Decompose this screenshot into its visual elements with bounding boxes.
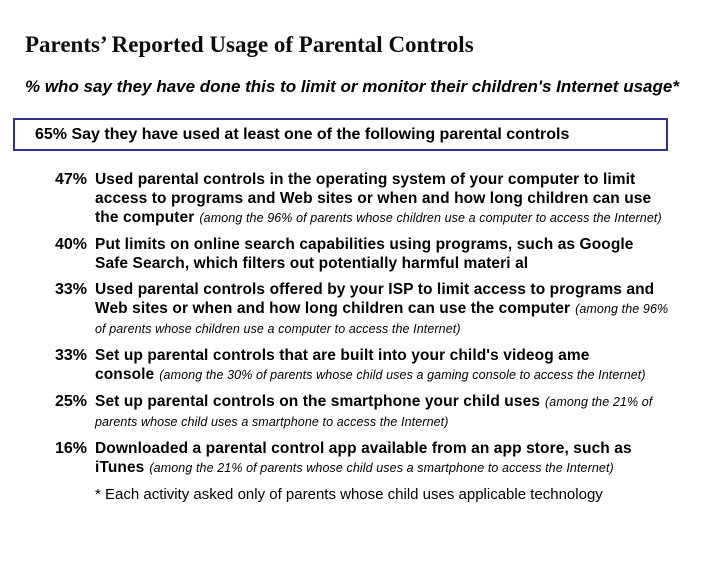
item-text: Set up parental controls that are built into your child's videog ame console (among the 30% of parents whose child uses a gaming console to access the Internet) xyxy=(95,347,646,383)
item-percent: 47% xyxy=(55,171,88,188)
item-note: (among the 96% of parents whose children use a computer to access the Internet) xyxy=(199,211,662,225)
list-item xyxy=(55,235,675,273)
item-percent: 25% xyxy=(55,393,88,410)
item-text: Used parental controls in the operating system of your computer to limit access to programs and Web sites or when and how long children can use the computer (among the 96% of parents whose children use a computer to access the Internet) xyxy=(95,171,662,226)
item-note: (among the 21% of parents whose child uses a smartphone to access the Internet) xyxy=(95,395,653,429)
item-text: Set up parental controls on the smartphone your child uses (among the 21% of parents whose child uses a smartphone to access the Internet) xyxy=(95,393,653,429)
subtitle: % who say they have done this to limit or monitor their children's Internet usage* xyxy=(25,77,679,96)
page-title: Parents’ Reported Usage of Parental Controls xyxy=(25,32,474,58)
item-text: Used parental controls offered by your ISP to limit access to programs and Web sites or when and how long children can use the computer (among the 96% of parents whose children use a computer to access the Internet) xyxy=(95,281,669,336)
footnote: * Each activity asked only of parents whose child uses applicable technology xyxy=(95,486,603,503)
items-list xyxy=(55,170,675,504)
list-item xyxy=(55,392,675,432)
item-text: Put limits on online search capabilities using programs, such as Google Safe Search, which filters out potentially harmful materi al xyxy=(95,236,634,272)
item-text: Downloaded a parental control app available from an app store, such as iTunes (among the 21% of parents whose child uses a smartphone to access the Internet) xyxy=(95,440,632,476)
item-note: (among the 30% of parents whose child uses a gaming console to access the Internet) xyxy=(159,368,646,382)
list-item xyxy=(55,346,675,385)
item-percent: 33% xyxy=(55,347,88,364)
summary-box-text: 65% Say they have used at least one of the following parental controls xyxy=(35,126,570,143)
summary-box xyxy=(13,118,668,151)
list-item xyxy=(55,439,675,478)
item-percent: 40% xyxy=(55,236,88,253)
item-percent: 33% xyxy=(55,281,88,298)
list-item xyxy=(55,170,675,228)
list-item xyxy=(55,280,675,339)
item-percent: 16% xyxy=(55,440,88,457)
item-note: (among the 96% of parents whose children use a computer to access the Internet) xyxy=(95,302,669,336)
item-note: (among the 21% of parents whose child uses a smartphone to access the Internet) xyxy=(149,461,614,475)
